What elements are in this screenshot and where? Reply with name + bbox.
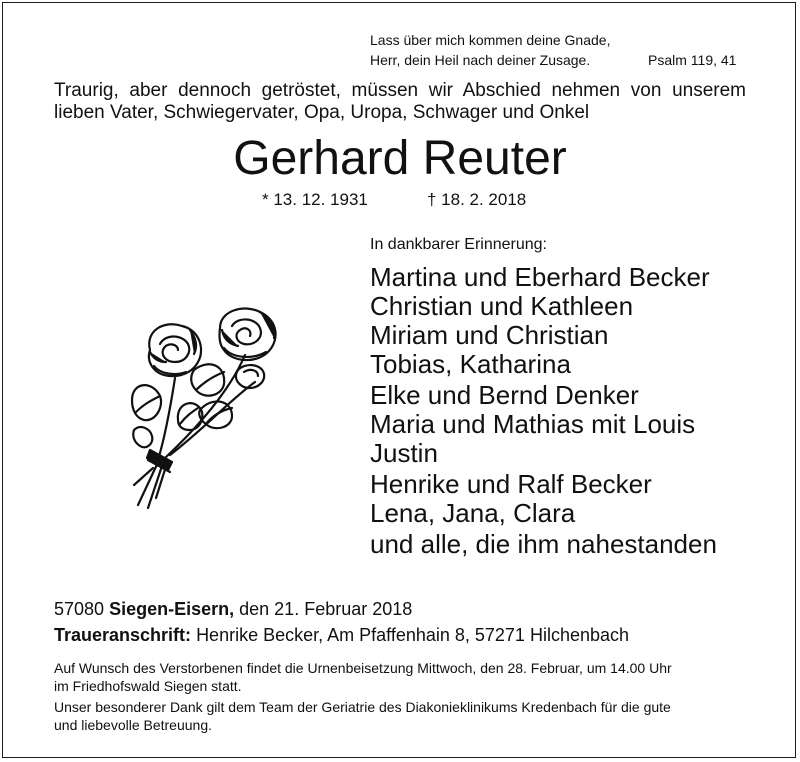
address-value: Henrike Becker, Am Pfaffenhain 8, 57271 Hilchenbach bbox=[196, 625, 630, 645]
note-urn-line-1: Auf Wunsch des Verstorbenen findet die Urnenbeisetzung Mittwoch, den 28. Februar, um 14.00 Uhr bbox=[54, 660, 672, 676]
note-urn-line-2: im Friedhofswald Siegen statt. bbox=[54, 678, 242, 694]
family-line: Christian und Kathleen bbox=[370, 291, 634, 321]
memory-heading: In dankbarer Erinnerung: bbox=[370, 236, 547, 253]
family-line: Maria und Mathias mit Louis bbox=[370, 409, 696, 439]
family-line: Elke und Bernd Denker bbox=[370, 380, 639, 410]
family-line: Justin bbox=[370, 438, 438, 468]
family-line: Miriam und Christian bbox=[370, 320, 609, 350]
family-line: Tobias, Katharina bbox=[370, 349, 571, 379]
roses-icon bbox=[120, 300, 300, 515]
intro-line-2: lieben Vater, Schwiegervater, Opa, Uropa, Schwager und Onkel bbox=[54, 102, 590, 123]
psalm-verse bbox=[370, 30, 610, 70]
family-line: Lena, Jana, Clara bbox=[370, 498, 576, 528]
psalm-reference: Psalm 119, 41 bbox=[648, 52, 737, 68]
postcode: 57080 bbox=[54, 599, 105, 619]
psalm-line-1: Lass über mich kommen deine Gnade, bbox=[370, 32, 611, 48]
family-list bbox=[370, 263, 717, 559]
death-date: † 18. 2. 2018 bbox=[427, 190, 527, 209]
birth-date: * 13. 12. 1931 bbox=[262, 190, 368, 209]
place-and-date bbox=[54, 598, 412, 620]
psalm-line-2: Herr, dein Heil nach deiner Zusage. bbox=[370, 52, 591, 68]
address-label: Traueranschrift: bbox=[54, 625, 192, 645]
deceased-name: Gerhard Reuter bbox=[233, 132, 567, 185]
note-thanks-line-1: Unser besonderer Dank gilt dem Team der Geriatrie des Diakonieklinikums Kredenbach für die gute bbox=[54, 699, 671, 715]
mourning-address bbox=[54, 624, 629, 646]
city: Siegen-Eisern, bbox=[109, 599, 235, 619]
note-thanks-line-2: und liebevolle Betreuung. bbox=[54, 717, 213, 733]
family-line: Martina und Eberhard Becker bbox=[370, 262, 710, 292]
intro-line-1: Traurig, aber dennoch getröstet, müssen wir Abschied nehmen von unserem bbox=[54, 80, 746, 101]
date-text: den 21. Februar 2018 bbox=[239, 599, 413, 619]
family-line: Henrike und Ralf Becker bbox=[370, 469, 652, 499]
family-line: und alle, die ihm nahestanden bbox=[370, 529, 717, 559]
